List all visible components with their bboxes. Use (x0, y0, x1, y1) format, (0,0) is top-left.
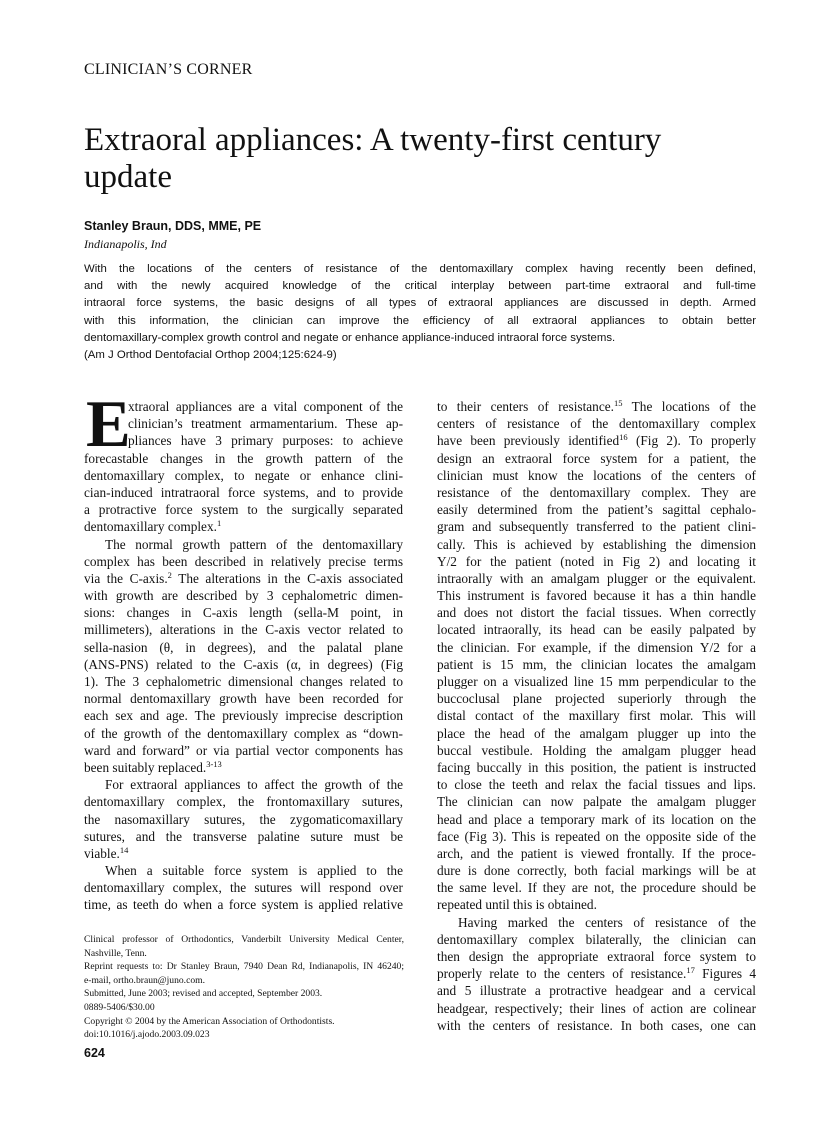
text-line: sions: changes in C-axis length (sella-M point, in (84, 605, 403, 621)
text-line: the same level. If they are not, the procedure should be (437, 880, 756, 896)
text-line: buccal vestibule. Holding the amalgam plugger head (437, 742, 756, 758)
text-line: ward and forward” or via partial vector components has (84, 742, 403, 758)
text-line: Y/2 for the patient (noted in Fig 2) and locating it (437, 553, 756, 569)
citation-superscript: 1 (216, 518, 222, 529)
text-line: with this information, the clinician can improve the efficiency of all extraoral appliances to obtain better (84, 314, 756, 327)
text-line: (Am J Orthod Dentofacial Orthop 2004;125:624-9) (84, 348, 337, 361)
text-line: The clinician can now palpate the amalgam plugger (437, 794, 756, 810)
text-line: resistance of the dentomaxillary complex. They are (437, 484, 756, 500)
text-line: xtraoral appliances are a vital component of the (128, 399, 403, 414)
text-line: been suitably replaced.$^{3-13}$ (84, 758, 222, 775)
text-line: time, as teeth do when a force system is applied relative (84, 897, 403, 913)
author-name: Stanley Braun, DDS, MME, PE (84, 219, 262, 233)
text-line: cally. This is achieved by establishing the dimension (437, 536, 756, 552)
text-line: complex has been described in relatively precise terms (84, 553, 403, 569)
article-title (84, 122, 764, 196)
text-line: patient is 15 mm, the clinician locates the amalgam (437, 656, 756, 672)
citation-superscript: 15 (613, 398, 623, 408)
text-line: clinician must know the locations of the centers of (437, 467, 756, 483)
text-line: Reprint requests to: Dr Stanley Braun, 7940 Dean Rd, Indianapolis, IN 46240; (84, 961, 404, 973)
text-line: place the head of the amalgam plugger up into the (437, 725, 756, 741)
text-line: plugger on a visualized line 15 mm perpendicular to the (437, 674, 756, 689)
text-line: intraorally with an amalgam plugger or the equivalent. (437, 570, 756, 586)
paragraph (84, 536, 403, 777)
section-label: CLINICIAN’S CORNER (84, 61, 253, 78)
text-line: Having marked the centers of resistance of the (458, 914, 756, 930)
text-line: forecastable changes in the growth pattern of the (84, 450, 403, 466)
text-line: pliances have 3 primary purposes: to achieve (128, 433, 403, 449)
footnote (84, 1028, 404, 1042)
text-line: arch, and the patient is viewed frontally. If the proce- (437, 845, 756, 861)
paragraph (437, 398, 756, 914)
text-line: with the centers of resistance. In both cases, one can (437, 1017, 756, 1033)
text-line: clinician’s treatment armamentarium. These ap- (128, 416, 403, 432)
text-line: Copyright © 2004 by the American Association of Orthodontists. (84, 1015, 335, 1027)
text-line: then design the appropriate extraoral force system to (437, 949, 756, 964)
text-line: normal dentomaxillary growth have been recorded for (84, 691, 403, 707)
text-line: The normal growth pattern of the dentomaxillary (105, 536, 403, 552)
text-line: dentomaxillary complex bilaterally, the clinician can (437, 931, 756, 947)
text-line: With the locations of the centers of resistance of the dentomaxillary complex having recently been defined, (84, 263, 756, 275)
text-line: properly relate to the centers of resistance.$^{17}$ Figures 4 (437, 965, 756, 982)
text-line: to close the teeth and relax the facial tissues and lips. (437, 777, 756, 793)
text-line: Submitted, June 2003; revised and accepted, September 2003. (84, 988, 323, 1000)
text-line: via the C-axis.$^2$ The alterations in the C-axis associated (84, 569, 403, 586)
text-line: facing buccally in this position, the patient is instructed (437, 759, 756, 775)
paragraph (84, 776, 403, 862)
text-line: design an extraoral force system for a patient, the (437, 450, 756, 466)
text-line: of the growth of the dentomaxillary complex as “down- (84, 725, 403, 741)
text-line: dentomaxillary complex, the sutures will respond over (84, 880, 403, 896)
text-line: dure is done correctly, both facial markings will be at (437, 863, 756, 879)
text-line: a protractive force system to the surgically separated (84, 502, 403, 518)
text-line: to their centers of resistance.$^{15}$ The locations of the (437, 398, 757, 414)
text-line: This instrument is favored because it has a thin handle (437, 588, 756, 604)
text-line: e-mail, ortho.braun@juno.com. (84, 974, 205, 986)
title-line: Extraoral appliances: A twenty-first century (84, 122, 662, 158)
text-line: dentomaxillary-complex growth control and negate or enhance appliance-induced intraoral force systems. (84, 331, 616, 344)
footnotes (84, 933, 404, 1042)
citation-superscript: 3-13 (206, 758, 222, 769)
text-line: buccoclusal plane projected superiorly through the (437, 691, 756, 707)
citation-superscript: 17 (686, 965, 695, 976)
paragraph (84, 862, 403, 914)
footnote (84, 933, 404, 960)
text-line: each sex and age. The previously imprecise description (84, 708, 403, 724)
paragraph (84, 398, 403, 536)
text-line: When a suitable force system is applied to the (105, 863, 403, 879)
text-line: the clinician. For example, if the dimension Y/2 for a (437, 639, 756, 655)
text-line: (ANS-PNS) related to the C-axis (α, in degrees) (Fig (84, 656, 403, 672)
author-affiliation: Indianapolis, Ind (84, 237, 167, 251)
paragraph (437, 914, 756, 1034)
text-line: and with the newly acquired knowledge of the critical interplay between part-time extraoral and full-time (84, 280, 756, 293)
text-line: Nashville, Tenn. (84, 947, 147, 959)
text-line: For extraoral appliances to affect the growth of the (105, 777, 403, 793)
text-line: head and place a temporary mark of its location on the (437, 811, 756, 827)
text-line: and 5 illustrate a protractive headgear and a cervical (437, 983, 756, 999)
text-line: have been previously identified$^{16}$ (Fig 2). To properly (437, 432, 757, 449)
text-line: the nasomaxillary sutures, the zygomaticomaxillary (84, 811, 403, 827)
text-line: viable.$^{14}$ (84, 844, 129, 861)
text-line: Clinical professor of Orthodontics, Vanderbilt University Medical Center, (84, 934, 404, 945)
text-line: repeated until this is obtained. (437, 897, 597, 913)
footnote (84, 1015, 404, 1029)
page-number: 624 (84, 1046, 105, 1060)
text-line: gram and subsequently transferred to the patient clini- (437, 519, 756, 535)
citation-superscript: 14 (119, 844, 129, 855)
text-line: 0889-5406/$30.00 (84, 1001, 155, 1013)
text-line: centers of resistance of the dentomaxillary complex (437, 416, 756, 432)
text-line: dentomaxillary complex, the frontomaxillary sutures, (84, 794, 403, 810)
abstract (84, 262, 756, 365)
text-line: easily determined from the patient’s sagittal cephalo- (437, 502, 756, 518)
drop-cap: E (86, 387, 131, 461)
text-line: intraoral force systems, the basic designs of all types of extraoral appliances are discussed in depth. Armed (84, 297, 756, 310)
text-line: sella-nasion (θ, in degrees), and the palatal plane (84, 639, 403, 655)
text-line: dentomaxillary complex.$^1$ (84, 518, 222, 535)
text-line: sutures, and the transverse palatine suture must be (84, 828, 403, 844)
text-line: located intraorally, its head can be easily palpated by (437, 622, 756, 638)
text-line: and does not distort the facial tissues. When correctly (437, 605, 756, 621)
title-line: update (84, 159, 172, 195)
text-line: with growth are described by 3 cephalometric dimen- (84, 588, 403, 604)
footnote (84, 987, 404, 1001)
footnote (84, 1001, 404, 1015)
text-line: dentomaxillary complex, to negate or enhance clini- (84, 467, 403, 483)
right-column (437, 398, 756, 1034)
text-line: distal contact of the maxillary first molar. This will (437, 708, 756, 724)
text-line: 1). The 3 cephalometric dimensional changes related to (84, 674, 403, 689)
text-line: doi:10.1016/j.ajodo.2003.09.023 (84, 1029, 210, 1041)
left-column (84, 398, 403, 914)
text-line: millimeters), alterations in the C-axis vector related to (84, 622, 403, 638)
citation-superscript: 16 (619, 432, 628, 443)
text-line: headgear, respectively; their lines of action are colinear (437, 1000, 756, 1016)
text-line: face (Fig 3). This is repeated on the opposite side of the (437, 828, 756, 844)
citation-superscript: 2 (167, 569, 172, 580)
footnote (84, 960, 404, 987)
text-line: cian-induced intratraoral force systems, and to provide (84, 484, 403, 500)
